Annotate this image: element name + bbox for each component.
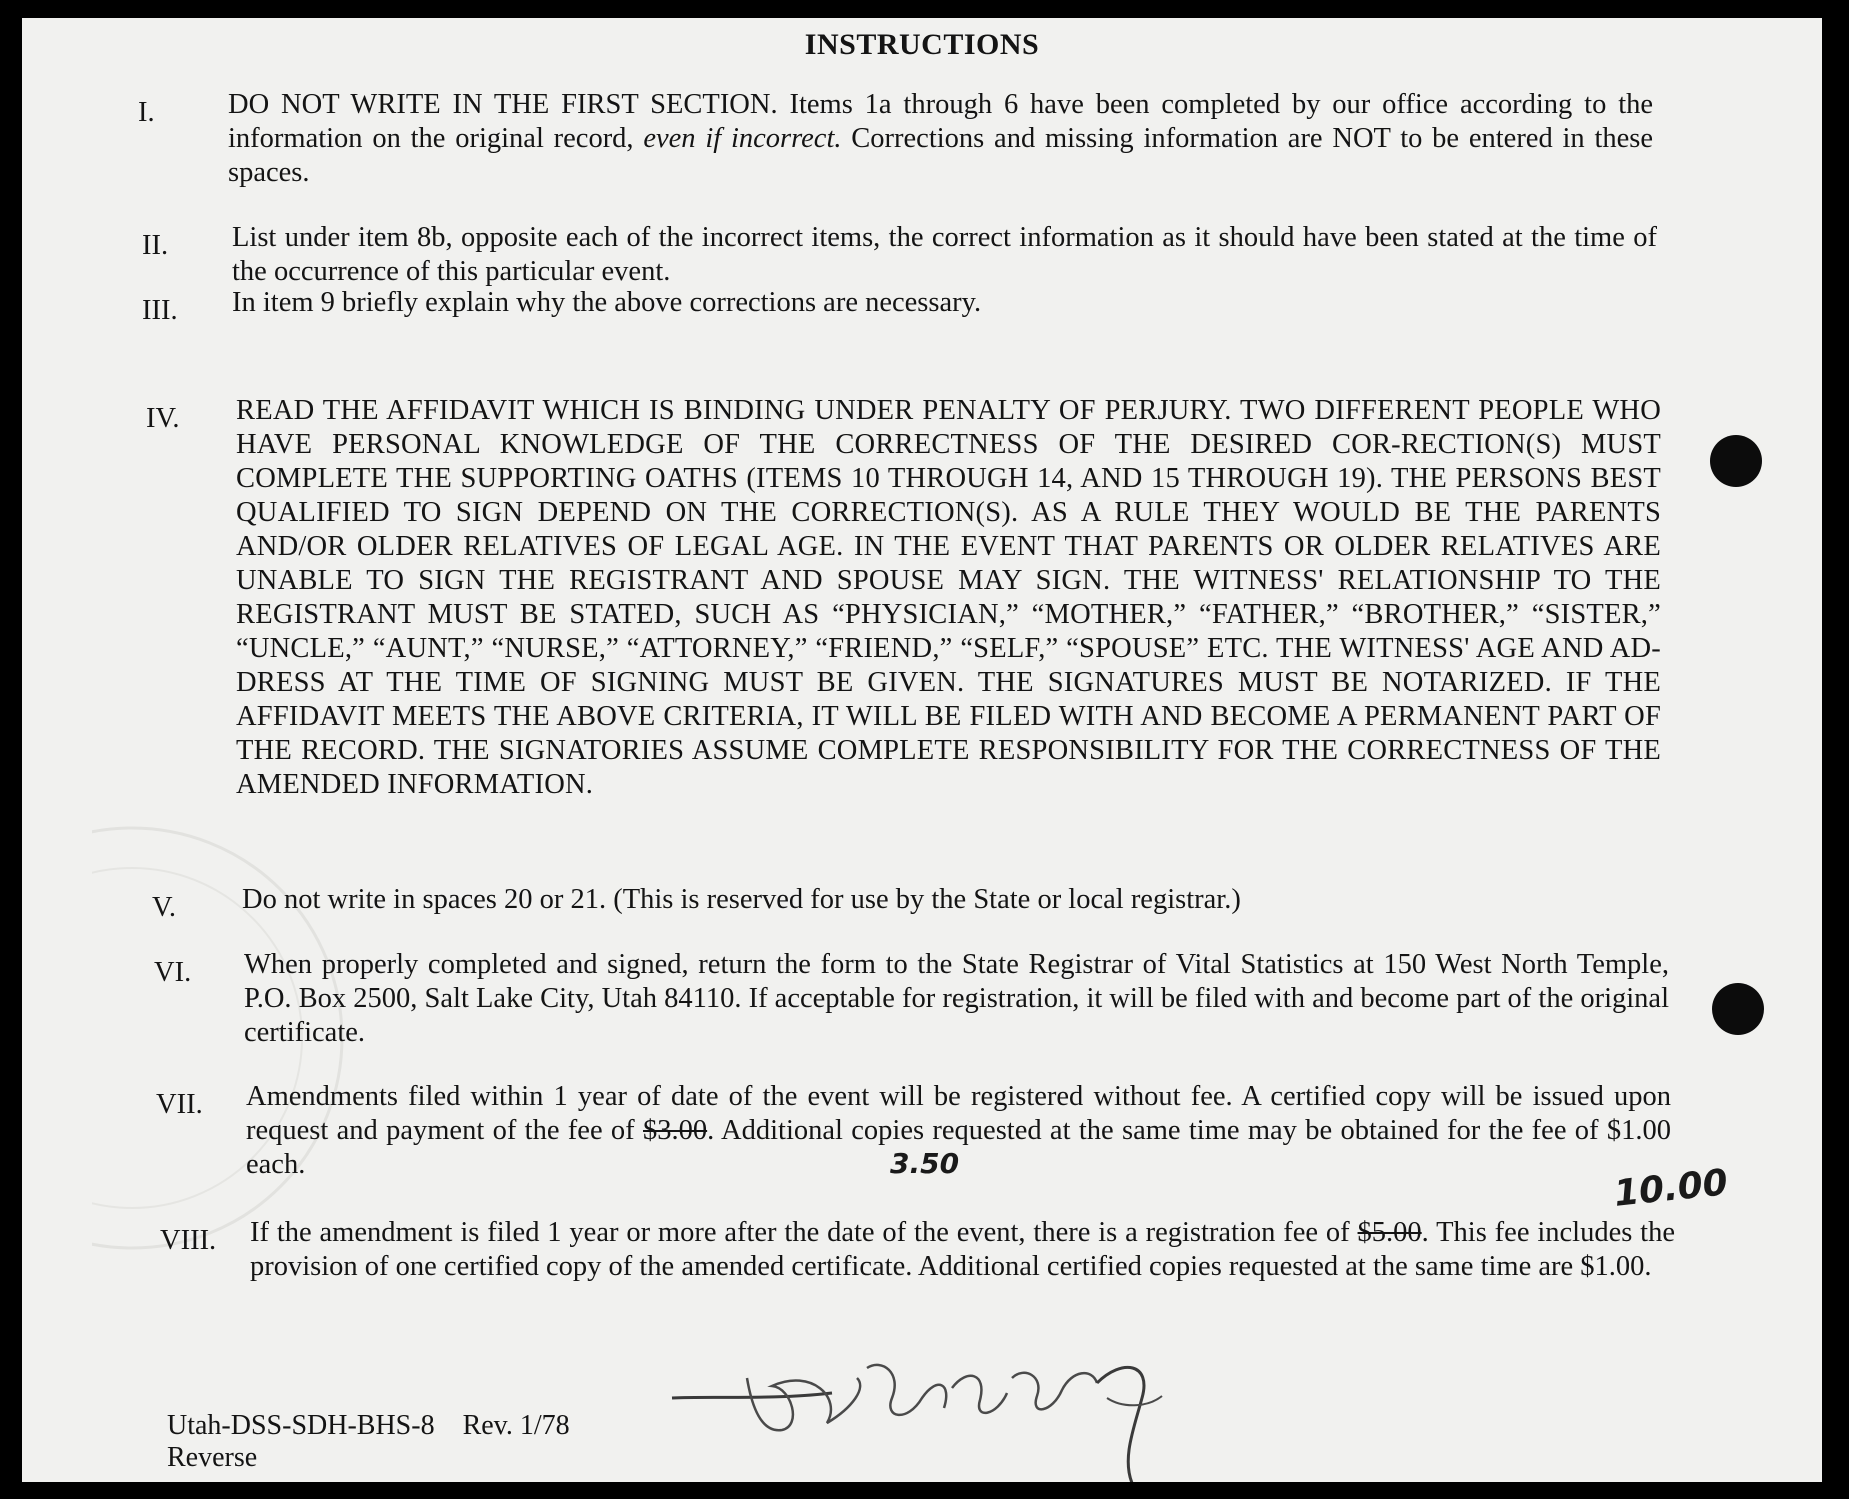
instruction-text-part: Items 1a through 6 have been completed by our office according to the information on the original record, [228, 89, 1654, 154]
instruction-text [250, 1216, 1675, 1284]
instruction-text-part: . Additional copies requested at the same time may be obtained for the fee of $1.00 each. [246, 1115, 1671, 1180]
instruction-numeral: VII. [156, 1089, 203, 1120]
instruction-text: List under item 8b, opposite each of the incorrect items, the correct information as it should have been stated at the time of the occurrence of this particular event. [232, 222, 1657, 287]
instruction-text-part: Amendments filed within 1 year of date of the event will be registered without fee. A certified copy will be issued upon request and payment of the fee of [246, 1081, 1671, 1146]
instruction-numeral: VIII. [160, 1225, 217, 1256]
instruction-numeral: II. [142, 230, 169, 261]
instruction-numeral: V. [152, 892, 177, 923]
instruction-text-part: If the amendment is filed 1 year or more after the date of the event, there is a registration fee of [250, 1217, 1350, 1248]
instruction-text: In item 9 briefly explain why the above corrections are necessary. [232, 287, 982, 318]
form-side-label: Reverse [167, 1442, 258, 1473]
instruction-text: READ THE AFFIDAVIT WHICH IS BINDING UNDER PENALTY OF PERJURY. TWO DIFFERENT PEOPLE WHO HAVE PERSONAL KNOWLEDGE OF THE CORRECTNESS OF THE DESIRED COR-RECTION(S) MUST COMPLETE THE SUPPORTING OATHS (ITEMS 10 THROUGH 14, AND 15 THROUGH 19). THE PERSONS BEST QUALIFIED TO SIGN DEPEND ON THE CORRECTION(S). AS A RULE THEY WOULD BE THE PARENTS AND/OR OLDER RELATIVES OF LEGAL AGE. IN THE EVENT THAT PARENTS OR OLDER RELATIVES ARE UNABLE TO SIGN THE REGISTRANT AND SPOUSE MAY SIGN. THE WITNESS' RELATIONSHIP TO THE REGISTRANT MUST BE STATED, SUCH AS “PHYSICIAN,” “MOTHER,” “FATHER,” “BROTHER,” “SISTER,” “UNCLE,” “AUNT,” “NURSE,” “ATTORNEY,” “FRIEND,” “SELF,” “SPOUSE” ETC. THE WITNESS' AGE AND AD-DRESS AT THE TIME OF SIGNING MUST BE GIVEN. THE SIGNATURES MUST BE NOTARIZED. IF THE AFFIDAVIT MEETS THE ABOVE CRITERIA, IT WILL BE FILED WITH AND BECOME A PERMANENT PART OF THE RECORD. THE SIGNATORIES ASSUME COMPLETE RESPONSIBILITY FOR THE CORRECTNESS OF THE AMENDED INFORMATION. [236, 395, 1661, 800]
instruction-lead: DO NOT WRITE IN THE FIRST SECTION. [228, 89, 778, 120]
instruction-text: When properly completed and signed, return the form to the State Registrar of Vital Statistics at 150 West North Temple, P.O. Box 2500, Salt Lake City, Utah 84110. If acceptable for registration, it will be filed with and become part of the original certificate. [244, 949, 1669, 1048]
instruction-text [228, 88, 1653, 190]
form-footer [167, 1411, 570, 1441]
punch-hole [1710, 435, 1762, 487]
instruction-numeral: III. [142, 295, 178, 326]
instruction-text: Do not write in spaces 20 or 21. (This is reserved for use by the State or local registrar.) [242, 884, 1241, 915]
instruction-text-part: Corrections and missing information are NOT to be entered in these spaces. [228, 123, 1654, 188]
handwritten-fee-correction: 3.50 [890, 1147, 960, 1180]
instruction-numeral: I. [138, 97, 155, 128]
instruction-numeral: VI. [154, 957, 192, 988]
instruction-text-part: . This fee includes the provision of one certified copy of the amended certificate. Additional certified copies requested at the same time are $1.00. [250, 1217, 1675, 1282]
punch-hole [1712, 983, 1764, 1035]
instruction-emphasis: even if incorrect. [643, 123, 842, 154]
page-title: INSTRUCTIONS [804, 28, 1040, 61]
document-page [22, 18, 1822, 1482]
struck-fee: $3.00 [643, 1115, 708, 1146]
handwritten-fee-correction: 10.00 [1612, 1162, 1730, 1215]
form-revision: Rev. 1/78 [462, 1410, 570, 1441]
handwritten-signature [652, 1338, 1212, 1482]
struck-fee: $5.00 [1357, 1217, 1422, 1248]
instruction-numeral: IV. [146, 403, 180, 434]
form-number: Utah-DSS-SDH-BHS-8 [167, 1410, 435, 1441]
